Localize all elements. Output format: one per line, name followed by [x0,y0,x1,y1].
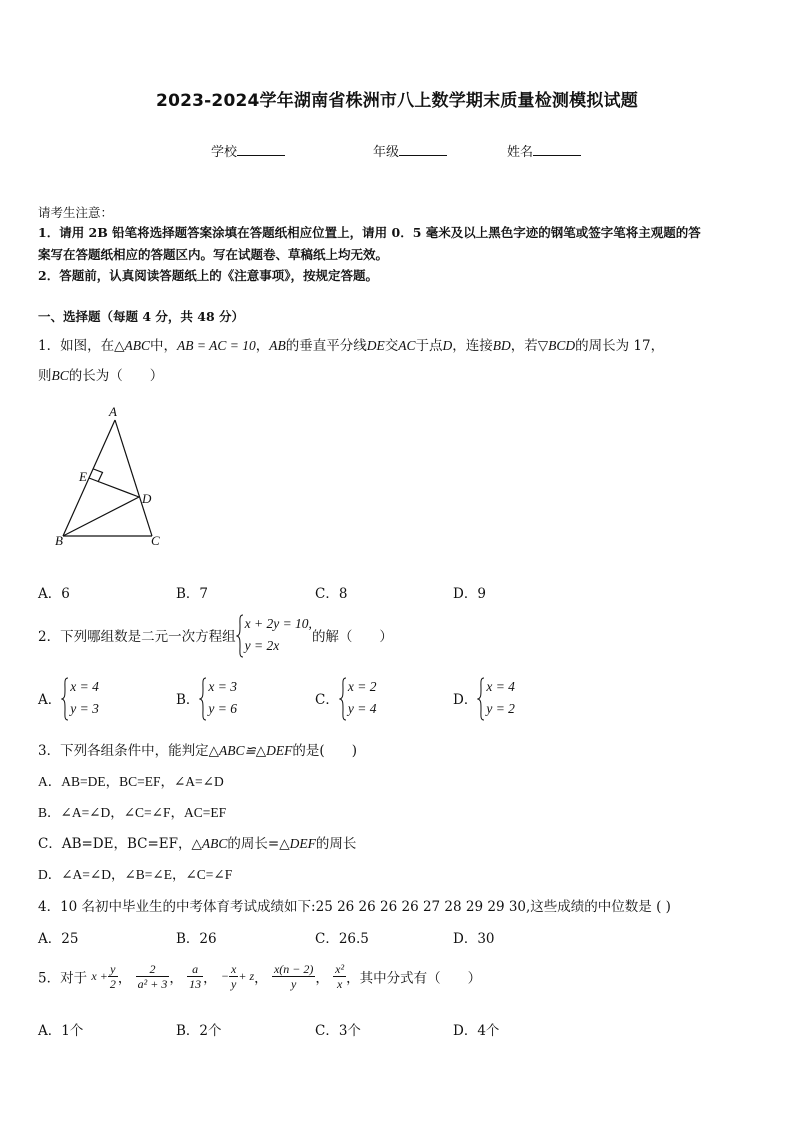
q1-text: 中， [149,338,177,354]
q2-text: 2．下列哪组数是二元一次方程组 [38,629,236,645]
q1-math: AB [269,338,286,353]
q5-fraction-2 [136,962,170,991]
fraction-numerator: x² [335,962,345,976]
q4-option-c[interactable]: C．26.5 [315,931,369,947]
q1-math: ▽BCD [537,338,576,353]
brace-icon [477,677,485,721]
fraction-numerator: a [187,962,203,977]
q3-math: △DEF [279,836,316,851]
q1-text: 的垂直平分线 [285,338,367,354]
option-label: B． [176,692,200,708]
q3-text: 的周长= [227,836,280,852]
fraction-denominator: 2 [109,977,116,991]
q5-sep: ， [117,970,132,987]
name-label: 姓名 [507,145,534,160]
q5-expr-4-pre: − [220,969,230,983]
school-blank[interactable] [237,143,285,156]
school-field[interactable] [211,141,285,160]
q4-option-d[interactable]: D．30 [453,931,495,947]
q1-text: ，连接 [452,338,493,354]
option-system [477,676,515,720]
q5-sep: ， [169,970,183,987]
q1-math: △ABC [114,338,150,353]
q1-option-a[interactable]: A．6 [38,586,70,602]
q1-option-b[interactable]: B．7 [176,586,209,602]
fraction-numerator: y [108,962,118,977]
q3-option-b-text: B．∠A=∠D，∠C=∠F，AC=EF [38,805,227,820]
grade-field[interactable] [373,141,447,160]
triangle-figure [55,400,175,550]
notice-line-2: 2．答题前，认真阅读答题纸上的《注意事项》，按规定答题。 [38,268,378,283]
brace-icon [236,614,244,658]
q1-option-c[interactable]: C．8 [315,586,348,602]
section-heading: 一、选择题（每题 4 分，共 48 分） [38,309,245,324]
q3-text: C．AB=DE，BC=EF， [38,836,192,852]
q5-option-a[interactable]: A．1个 [38,1023,84,1039]
fraction-denominator: x [336,977,343,991]
q5-expr-4-post: + z [238,969,255,983]
fraction-denominator: y [231,977,237,991]
q2-option-b[interactable] [176,676,237,720]
q3-option-c[interactable] [38,832,356,852]
q5-sep: ， [203,970,217,987]
label-b: B [55,533,63,548]
q1-math: BD [492,338,511,353]
q5-text: ，其中分式有（ ） [346,970,482,987]
question-1-line-2 [38,364,163,384]
q3-text: 3．下列各组条件中，能判定 [38,743,209,759]
grade-label: 年级 [373,145,400,160]
question-2-stem [38,613,393,657]
q3-option-d[interactable] [38,863,232,883]
q5-option-b[interactable]: B．2个 [176,1023,222,1039]
option-eq-1: x = 3 [208,679,238,694]
q1-text: ， [255,338,270,354]
label-c: C [151,533,160,548]
label-a: A [109,404,117,419]
q5-sep: ， [254,970,268,987]
segment-ed [89,478,139,497]
q2-option-a[interactable] [38,676,99,720]
q1-text: ，若 [510,338,538,354]
q3-text: 的周长 [315,836,357,852]
notice-line-1a: 1．请用 2B 铅笔将选择题答案涂填在答题纸相应位置上，请用 0．5 毫米及以上黑色字迹的钢笔或签字笔将主观题的答 [38,225,701,240]
q5-fraction-1 [108,962,118,991]
grade-blank[interactable] [399,143,447,156]
option-label: A． [38,692,62,708]
option-label: D． [453,692,478,708]
q3-option-d-text: D．∠A=∠D，∠B=∠E，∠C=∠F [38,867,233,882]
q2-eq-1: x + 2y = 10, [244,616,312,631]
q1-text: 1．如图，在 [38,338,115,354]
q3-text: 的是( ) [292,743,357,759]
option-eq-2: y = 4 [347,701,377,716]
q1-math: AC [398,338,416,353]
brace-icon [61,677,69,721]
question-3-stem [38,739,357,759]
q5-option-c[interactable]: C．3个 [315,1023,361,1039]
label-e: E [79,469,87,484]
name-field[interactable] [507,141,581,160]
school-label: 学校 [211,145,238,160]
q1-math: AB = AC = 10 [176,338,256,353]
q1-math: D [442,338,453,353]
q1-text: 于点 [415,338,443,354]
fraction-numerator: x [231,962,237,976]
fraction-denominator: a² + 3 [137,977,168,991]
q5-sep: ， [315,970,329,987]
option-system [61,676,99,720]
q5-fraction-5 [272,962,315,991]
q5-expr-1-pre: x + [91,969,108,983]
q1-text: 的长为（ ） [68,368,164,384]
option-system [339,676,377,720]
q5-fraction-3 [187,962,203,991]
label-d: D [142,491,152,506]
question-5-stem [38,962,481,991]
q1-math: BC [51,368,69,383]
q3-math: △ABC [191,836,228,851]
edge-ac [115,420,152,536]
q1-math: DE [366,338,385,353]
q4-option-b[interactable]: B．26 [176,931,217,947]
q3-option-a-text: A．AB=DE，BC=EF，∠A=∠D [38,774,224,789]
q5-option-d[interactable]: D．4个 [453,1023,500,1039]
q5-fraction-6 [333,962,346,991]
question-1-line-1 [38,334,664,354]
option-eq-1: x = 4 [70,679,99,694]
q4-option-a[interactable]: A．25 [38,931,79,947]
q3-math: △ABC≌△DEF [208,743,293,758]
q3-option-b[interactable] [38,801,226,821]
fraction-denominator: y [290,977,297,991]
q2-text: 的解（ ） [311,629,393,645]
option-system [199,676,237,720]
option-eq-1: x = 2 [347,679,377,694]
question-4-stem: 4．10 名初中毕业生的中考体育考试成绩如下:25 26 26 26 26 27 28 29 29 30,这些成绩的中位数是 ( ) [38,899,671,915]
q2-eq-2: y = 2x [244,638,280,653]
notice-heading: 请考生注意： [38,205,114,220]
brace-icon [339,677,347,721]
q2-option-d[interactable] [453,676,515,720]
fraction-numerator: x(n − 2) [273,962,314,976]
fraction-numerator: 2 [136,962,170,977]
page-title: 2023-2024学年湖南省株洲市八上数学期末质量检测模拟试题 [156,91,638,111]
option-label: C． [315,692,339,708]
q1-text: 的周长为 17， [575,338,665,354]
q2-option-c[interactable] [315,676,376,720]
segment-bd [63,497,139,536]
brace-icon [199,677,207,721]
option-eq-1: x = 4 [486,679,515,694]
q5-text: 5．对于 [38,970,88,987]
fraction-denominator: 13 [189,977,202,991]
name-blank[interactable] [533,143,581,156]
q1-text: 则 [38,368,52,384]
option-eq-2: y = 6 [208,701,238,716]
option-eq-2: y = 2 [486,701,515,716]
q2-equation-system [236,613,312,657]
notice-line-1b: 案写在答题纸相应的答题区内。写在试题卷、草稿纸上均无效。 [38,247,389,262]
q5-fraction-4 [229,962,238,991]
q1-option-d[interactable]: D．9 [453,586,486,602]
option-eq-2: y = 3 [70,701,99,716]
q3-option-a[interactable] [38,770,224,790]
q1-text: 交 [384,338,399,354]
